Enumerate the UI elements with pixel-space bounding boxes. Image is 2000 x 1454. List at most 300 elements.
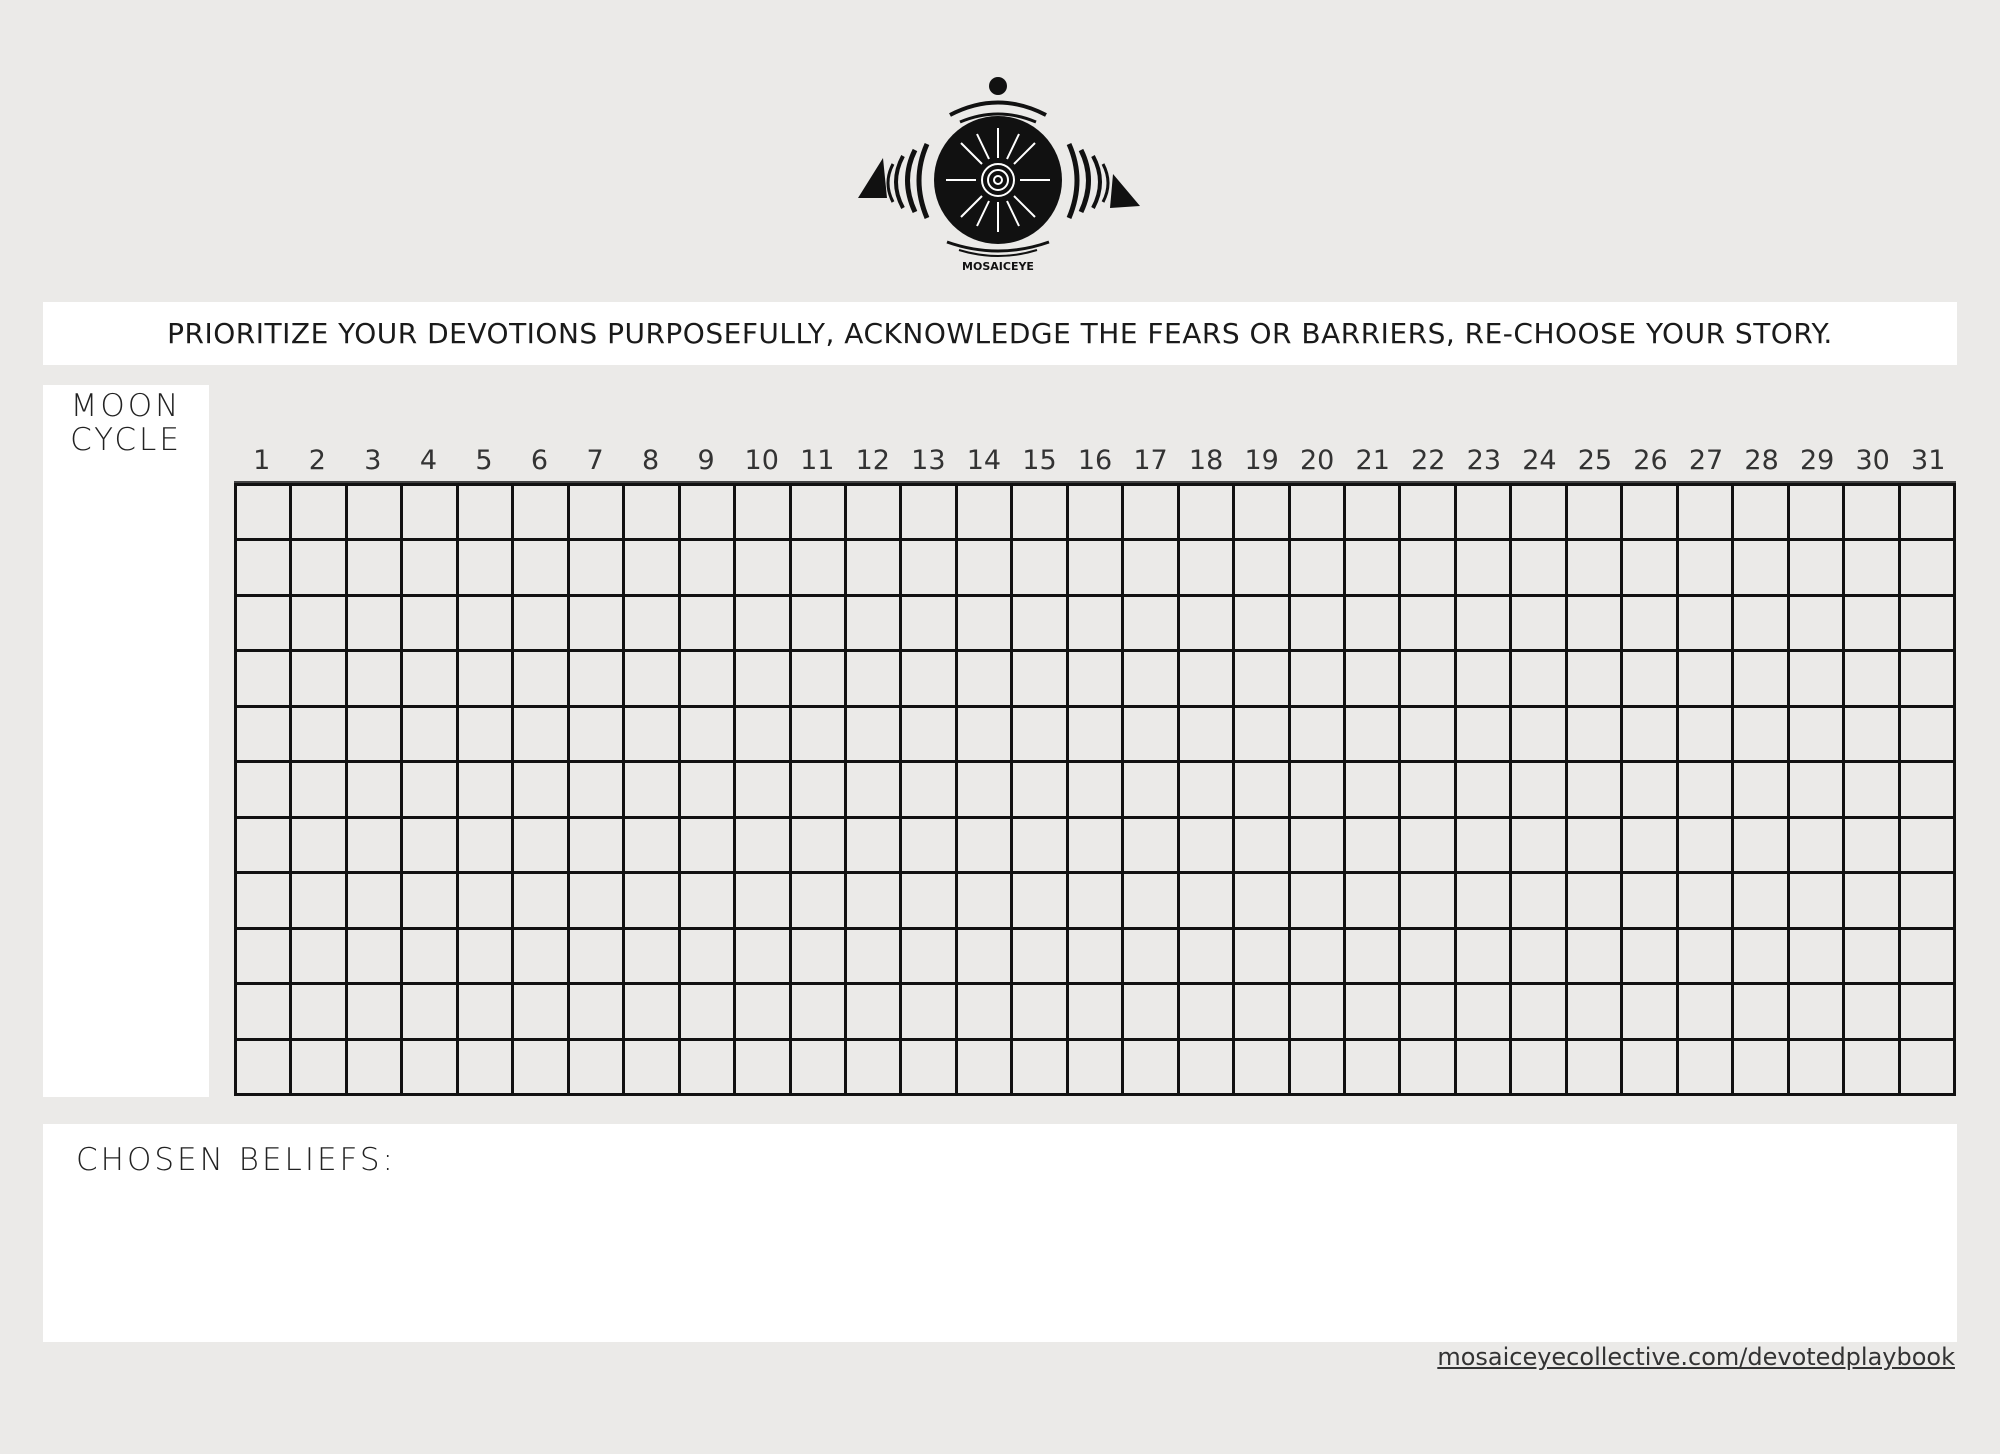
tracker-cell[interactable] xyxy=(792,486,847,541)
tracker-cell[interactable] xyxy=(1069,1041,1124,1096)
tracker-cell[interactable] xyxy=(237,1041,292,1096)
tracker-cell[interactable] xyxy=(403,541,458,596)
tracker-cell[interactable] xyxy=(1069,763,1124,818)
tracker-cell[interactable] xyxy=(902,708,957,763)
tracker-cell[interactable] xyxy=(847,874,902,929)
tracker-cell[interactable] xyxy=(1069,985,1124,1040)
tracker-cell[interactable] xyxy=(1901,541,1956,596)
tracker-cell[interactable] xyxy=(902,486,957,541)
tracker-cell[interactable] xyxy=(1457,763,1512,818)
tracker-cell[interactable] xyxy=(1901,930,1956,985)
tracker-cell[interactable] xyxy=(958,930,1013,985)
tracker-cell[interactable] xyxy=(902,652,957,707)
tracker-cell[interactable] xyxy=(1180,763,1235,818)
tracker-cell[interactable] xyxy=(1512,819,1567,874)
tracker-cell[interactable] xyxy=(292,930,347,985)
tracker-cell[interactable] xyxy=(1291,985,1346,1040)
tracker-cell[interactable] xyxy=(1346,930,1401,985)
tracker-cell[interactable] xyxy=(459,1041,514,1096)
tracker-cell[interactable] xyxy=(1734,541,1789,596)
tracker-cell[interactable] xyxy=(792,819,847,874)
tracker-cell[interactable] xyxy=(292,763,347,818)
tracker-cell[interactable] xyxy=(514,819,569,874)
tracker-cell[interactable] xyxy=(403,930,458,985)
tracker-cell[interactable] xyxy=(1013,763,1068,818)
tracker-cell[interactable] xyxy=(1235,874,1290,929)
tracker-cell[interactable] xyxy=(1623,1041,1678,1096)
tracker-cell[interactable] xyxy=(459,652,514,707)
tracker-cell[interactable] xyxy=(459,597,514,652)
tracker-cell[interactable] xyxy=(681,1041,736,1096)
tracker-cell[interactable] xyxy=(1679,763,1734,818)
tracker-cell[interactable] xyxy=(1013,819,1068,874)
tracker-cell[interactable] xyxy=(237,763,292,818)
tracker-cell[interactable] xyxy=(681,930,736,985)
tracker-cell[interactable] xyxy=(736,486,791,541)
tracker-cell[interactable] xyxy=(681,486,736,541)
tracker-cell[interactable] xyxy=(958,819,1013,874)
tracker-cell[interactable] xyxy=(1013,874,1068,929)
tracker-cell[interactable] xyxy=(1679,985,1734,1040)
tracker-cell[interactable] xyxy=(1346,985,1401,1040)
tracker-cell[interactable] xyxy=(459,763,514,818)
tracker-cell[interactable] xyxy=(1679,819,1734,874)
tracker-cell[interactable] xyxy=(847,597,902,652)
tracker-cell[interactable] xyxy=(1734,708,1789,763)
tracker-cell[interactable] xyxy=(736,652,791,707)
tracker-cell[interactable] xyxy=(1457,819,1512,874)
tracker-cell[interactable] xyxy=(1069,930,1124,985)
tracker-cell[interactable] xyxy=(348,874,403,929)
tracker-cell[interactable] xyxy=(1457,1041,1512,1096)
tracker-cell[interactable] xyxy=(792,708,847,763)
tracker-cell[interactable] xyxy=(348,708,403,763)
tracker-cell[interactable] xyxy=(403,1041,458,1096)
tracker-cell[interactable] xyxy=(958,708,1013,763)
tracker-cell[interactable] xyxy=(1401,763,1456,818)
tracker-cell[interactable] xyxy=(1291,874,1346,929)
tracker-cell[interactable] xyxy=(1124,708,1179,763)
tracker-cell[interactable] xyxy=(1568,652,1623,707)
tracker-cell[interactable] xyxy=(1568,763,1623,818)
tracker-cell[interactable] xyxy=(1457,985,1512,1040)
tracker-cell[interactable] xyxy=(1235,708,1290,763)
tracker-cell[interactable] xyxy=(403,763,458,818)
tracker-cell[interactable] xyxy=(1013,652,1068,707)
tracker-cell[interactable] xyxy=(1512,930,1567,985)
tracker-cell[interactable] xyxy=(1623,652,1678,707)
tracker-cell[interactable] xyxy=(625,819,680,874)
tracker-cell[interactable] xyxy=(1790,819,1845,874)
tracker-cell[interactable] xyxy=(958,652,1013,707)
tracker-cell[interactable] xyxy=(1180,985,1235,1040)
tracker-cell[interactable] xyxy=(1679,1041,1734,1096)
tracker-cell[interactable] xyxy=(570,985,625,1040)
tracker-cell[interactable] xyxy=(1679,874,1734,929)
tracker-cell[interactable] xyxy=(1124,486,1179,541)
tracker-cell[interactable] xyxy=(1790,541,1845,596)
tracker-cell[interactable] xyxy=(1845,930,1900,985)
tracker-cell[interactable] xyxy=(1568,1041,1623,1096)
tracker-cell[interactable] xyxy=(625,985,680,1040)
tracker-cell[interactable] xyxy=(570,541,625,596)
tracker-cell[interactable] xyxy=(514,652,569,707)
tracker-cell[interactable] xyxy=(1013,708,1068,763)
tracker-cell[interactable] xyxy=(1291,652,1346,707)
tracker-cell[interactable] xyxy=(1235,1041,1290,1096)
tracker-cell[interactable] xyxy=(1512,541,1567,596)
tracker-cell[interactable] xyxy=(1291,597,1346,652)
tracker-cell[interactable] xyxy=(681,708,736,763)
tracker-cell[interactable] xyxy=(847,763,902,818)
tracker-cell[interactable] xyxy=(1180,652,1235,707)
tracker-cell[interactable] xyxy=(1679,708,1734,763)
tracker-cell[interactable] xyxy=(736,985,791,1040)
tracker-cell[interactable] xyxy=(1679,541,1734,596)
tracker-cell[interactable] xyxy=(1291,708,1346,763)
tracker-cell[interactable] xyxy=(1623,486,1678,541)
tracker-cell[interactable] xyxy=(237,486,292,541)
tracker-cell[interactable] xyxy=(1457,708,1512,763)
tracker-cell[interactable] xyxy=(1013,541,1068,596)
tracker-cell[interactable] xyxy=(681,874,736,929)
tracker-cell[interactable] xyxy=(403,652,458,707)
tracker-cell[interactable] xyxy=(514,597,569,652)
tracker-cell[interactable] xyxy=(1401,1041,1456,1096)
tracker-cell[interactable] xyxy=(1235,597,1290,652)
tracker-cell[interactable] xyxy=(1512,1041,1567,1096)
tracker-cell[interactable] xyxy=(736,1041,791,1096)
tracker-cell[interactable] xyxy=(1623,819,1678,874)
tracker-cell[interactable] xyxy=(625,708,680,763)
tracker-cell[interactable] xyxy=(1457,541,1512,596)
tracker-cell[interactable] xyxy=(1457,874,1512,929)
tracker-cell[interactable] xyxy=(958,541,1013,596)
tracker-cell[interactable] xyxy=(1568,597,1623,652)
tracker-cell[interactable] xyxy=(570,1041,625,1096)
tracker-cell[interactable] xyxy=(1679,597,1734,652)
tracker-cell[interactable] xyxy=(1901,597,1956,652)
tracker-cell[interactable] xyxy=(1623,874,1678,929)
tracker-cell[interactable] xyxy=(1679,486,1734,541)
tracker-cell[interactable] xyxy=(1235,985,1290,1040)
tracker-cell[interactable] xyxy=(403,819,458,874)
tracker-cell[interactable] xyxy=(736,763,791,818)
tracker-cell[interactable] xyxy=(1346,708,1401,763)
tracker-cell[interactable] xyxy=(1180,874,1235,929)
tracker-cell[interactable] xyxy=(1346,819,1401,874)
tracker-cell[interactable] xyxy=(1346,486,1401,541)
tracker-cell[interactable] xyxy=(1568,541,1623,596)
tracker-cell[interactable] xyxy=(902,874,957,929)
tracker-cell[interactable] xyxy=(681,652,736,707)
tracker-cell[interactable] xyxy=(1180,930,1235,985)
tracker-cell[interactable] xyxy=(348,763,403,818)
tracker-cell[interactable] xyxy=(1623,541,1678,596)
tracker-cell[interactable] xyxy=(1790,930,1845,985)
tracker-cell[interactable] xyxy=(1124,985,1179,1040)
tracker-cell[interactable] xyxy=(292,597,347,652)
tracker-cell[interactable] xyxy=(1235,541,1290,596)
tracker-cell[interactable] xyxy=(847,541,902,596)
tracker-cell[interactable] xyxy=(514,541,569,596)
tracker-cell[interactable] xyxy=(1901,819,1956,874)
tracker-cell[interactable] xyxy=(792,985,847,1040)
tracker-cell[interactable] xyxy=(1623,708,1678,763)
tracker-cell[interactable] xyxy=(514,763,569,818)
tracker-cell[interactable] xyxy=(1401,652,1456,707)
tracker-cell[interactable] xyxy=(348,819,403,874)
tracker-cell[interactable] xyxy=(1346,763,1401,818)
tracker-cell[interactable] xyxy=(237,708,292,763)
tracker-cell[interactable] xyxy=(681,985,736,1040)
tracker-cell[interactable] xyxy=(348,652,403,707)
tracker-cell[interactable] xyxy=(459,930,514,985)
tracker-cell[interactable] xyxy=(1845,597,1900,652)
tracker-cell[interactable] xyxy=(1124,819,1179,874)
tracker-cell[interactable] xyxy=(736,541,791,596)
tracker-cell[interactable] xyxy=(1734,930,1789,985)
tracker-cell[interactable] xyxy=(792,652,847,707)
tracker-cell[interactable] xyxy=(1180,708,1235,763)
tracker-cell[interactable] xyxy=(1291,763,1346,818)
tracker-cell[interactable] xyxy=(1069,652,1124,707)
tracker-cell[interactable] xyxy=(1457,597,1512,652)
tracker-cell[interactable] xyxy=(459,708,514,763)
tracker-cell[interactable] xyxy=(459,874,514,929)
tracker-cell[interactable] xyxy=(1512,486,1567,541)
tracker-cell[interactable] xyxy=(1734,874,1789,929)
tracker-cell[interactable] xyxy=(1401,486,1456,541)
tracker-cell[interactable] xyxy=(1512,985,1567,1040)
tracker-cell[interactable] xyxy=(570,486,625,541)
tracker-cell[interactable] xyxy=(1734,985,1789,1040)
tracker-cell[interactable] xyxy=(1512,763,1567,818)
tracker-cell[interactable] xyxy=(1401,541,1456,596)
tracker-cell[interactable] xyxy=(847,652,902,707)
tracker-cell[interactable] xyxy=(792,874,847,929)
tracker-cell[interactable] xyxy=(1401,597,1456,652)
tracker-cell[interactable] xyxy=(1790,652,1845,707)
tracker-cell[interactable] xyxy=(902,763,957,818)
tracker-cell[interactable] xyxy=(1790,597,1845,652)
tracker-cell[interactable] xyxy=(958,985,1013,1040)
tracker-cell[interactable] xyxy=(459,819,514,874)
tracker-cell[interactable] xyxy=(348,985,403,1040)
tracker-cell[interactable] xyxy=(1401,985,1456,1040)
tracker-cell[interactable] xyxy=(403,708,458,763)
tracker-cell[interactable] xyxy=(1901,1041,1956,1096)
tracker-cell[interactable] xyxy=(348,486,403,541)
tracker-cell[interactable] xyxy=(403,874,458,929)
tracker-cell[interactable] xyxy=(403,486,458,541)
tracker-cell[interactable] xyxy=(514,486,569,541)
tracker-cell[interactable] xyxy=(292,486,347,541)
tracker-cell[interactable] xyxy=(403,597,458,652)
tracker-cell[interactable] xyxy=(570,763,625,818)
tracker-cell[interactable] xyxy=(958,874,1013,929)
tracker-cell[interactable] xyxy=(1069,708,1124,763)
tracker-cell[interactable] xyxy=(1623,930,1678,985)
tracker-cell[interactable] xyxy=(1734,486,1789,541)
tracker-cell[interactable] xyxy=(625,930,680,985)
tracker-cell[interactable] xyxy=(1568,930,1623,985)
tracker-cell[interactable] xyxy=(1291,930,1346,985)
tracker-cell[interactable] xyxy=(1346,874,1401,929)
tracker-cell[interactable] xyxy=(1069,819,1124,874)
tracker-cell[interactable] xyxy=(1069,541,1124,596)
tracker-cell[interactable] xyxy=(902,597,957,652)
tracker-cell[interactable] xyxy=(1568,985,1623,1040)
tracker-cell[interactable] xyxy=(1845,763,1900,818)
tracker-cell[interactable] xyxy=(459,985,514,1040)
tracker-cell[interactable] xyxy=(1235,819,1290,874)
tracker-cell[interactable] xyxy=(570,874,625,929)
tracker-cell[interactable] xyxy=(1291,541,1346,596)
tracker-cell[interactable] xyxy=(237,874,292,929)
tracker-cell[interactable] xyxy=(1291,1041,1346,1096)
tracker-cell[interactable] xyxy=(792,930,847,985)
tracker-cell[interactable] xyxy=(237,541,292,596)
tracker-cell[interactable] xyxy=(1568,486,1623,541)
tracker-cell[interactable] xyxy=(958,597,1013,652)
tracker-cell[interactable] xyxy=(570,597,625,652)
tracker-cell[interactable] xyxy=(1901,985,1956,1040)
tracker-cell[interactable] xyxy=(1124,874,1179,929)
tracker-cell[interactable] xyxy=(1069,874,1124,929)
tracker-cell[interactable] xyxy=(1180,1041,1235,1096)
tracker-cell[interactable] xyxy=(736,874,791,929)
tracker-cell[interactable] xyxy=(348,541,403,596)
tracker-cell[interactable] xyxy=(792,1041,847,1096)
tracker-cell[interactable] xyxy=(736,597,791,652)
tracker-cell[interactable] xyxy=(1512,652,1567,707)
tracker-cell[interactable] xyxy=(570,652,625,707)
tracker-cell[interactable] xyxy=(1790,1041,1845,1096)
tracker-cell[interactable] xyxy=(514,930,569,985)
tracker-cell[interactable] xyxy=(1401,819,1456,874)
tracker-cell[interactable] xyxy=(1679,652,1734,707)
tracker-cell[interactable] xyxy=(1124,763,1179,818)
tracker-cell[interactable] xyxy=(902,541,957,596)
tracker-cell[interactable] xyxy=(1790,985,1845,1040)
footer-url-link[interactable]: mosaiceyecollective.com/devotedplaybook xyxy=(1437,1343,1955,1371)
tracker-cell[interactable] xyxy=(1512,874,1567,929)
tracker-cell[interactable] xyxy=(1291,819,1346,874)
tracker-cell[interactable] xyxy=(1568,708,1623,763)
tracker-cell[interactable] xyxy=(1901,652,1956,707)
tracker-cell[interactable] xyxy=(1457,652,1512,707)
tracker-cell[interactable] xyxy=(1235,763,1290,818)
tracker-cell[interactable] xyxy=(1346,652,1401,707)
tracker-cell[interactable] xyxy=(1124,541,1179,596)
tracker-cell[interactable] xyxy=(459,486,514,541)
tracker-cell[interactable] xyxy=(1180,486,1235,541)
tracker-cell[interactable] xyxy=(348,930,403,985)
tracker-cell[interactable] xyxy=(847,486,902,541)
tracker-cell[interactable] xyxy=(1790,486,1845,541)
tracker-cell[interactable] xyxy=(902,819,957,874)
tracker-cell[interactable] xyxy=(958,763,1013,818)
tracker-cell[interactable] xyxy=(625,874,680,929)
tracker-cell[interactable] xyxy=(1346,1041,1401,1096)
tracker-cell[interactable] xyxy=(625,486,680,541)
tracker-cell[interactable] xyxy=(1845,486,1900,541)
tracker-cell[interactable] xyxy=(1734,597,1789,652)
tracker-cell[interactable] xyxy=(1623,597,1678,652)
tracker-cell[interactable] xyxy=(292,708,347,763)
tracker-cell[interactable] xyxy=(1013,597,1068,652)
tracker-cell[interactable] xyxy=(237,985,292,1040)
tracker-cell[interactable] xyxy=(459,541,514,596)
tracker-cell[interactable] xyxy=(1568,874,1623,929)
tracker-cell[interactable] xyxy=(792,763,847,818)
tracker-cell[interactable] xyxy=(1457,486,1512,541)
tracker-cell[interactable] xyxy=(1401,874,1456,929)
tracker-cell[interactable] xyxy=(1734,763,1789,818)
tracker-cell[interactable] xyxy=(514,874,569,929)
tracker-cell[interactable] xyxy=(1401,708,1456,763)
tracker-cell[interactable] xyxy=(1235,652,1290,707)
tracker-cell[interactable] xyxy=(1235,930,1290,985)
tracker-cell[interactable] xyxy=(1901,486,1956,541)
tracker-cell[interactable] xyxy=(847,708,902,763)
tracker-cell[interactable] xyxy=(736,708,791,763)
tracker-cell[interactable] xyxy=(1679,930,1734,985)
tracker-cell[interactable] xyxy=(292,874,347,929)
tracker-cell[interactable] xyxy=(681,597,736,652)
tracker-cell[interactable] xyxy=(847,819,902,874)
tracker-cell[interactable] xyxy=(1845,985,1900,1040)
tracker-cell[interactable] xyxy=(1734,652,1789,707)
tracker-cell[interactable] xyxy=(847,985,902,1040)
tracker-cell[interactable] xyxy=(1401,930,1456,985)
tracker-cell[interactable] xyxy=(1734,819,1789,874)
tracker-cell[interactable] xyxy=(1069,597,1124,652)
tracker-cell[interactable] xyxy=(1901,708,1956,763)
tracker-cell[interactable] xyxy=(958,1041,1013,1096)
tracker-cell[interactable] xyxy=(902,1041,957,1096)
tracker-cell[interactable] xyxy=(1013,1041,1068,1096)
tracker-cell[interactable] xyxy=(1790,763,1845,818)
tracker-cell[interactable] xyxy=(237,652,292,707)
tracker-cell[interactable] xyxy=(514,985,569,1040)
tracker-cell[interactable] xyxy=(570,819,625,874)
tracker-cell[interactable] xyxy=(1512,597,1567,652)
tracker-cell[interactable] xyxy=(514,708,569,763)
tracker-cell[interactable] xyxy=(1790,874,1845,929)
tracker-cell[interactable] xyxy=(1845,874,1900,929)
tracker-cell[interactable] xyxy=(237,930,292,985)
tracker-cell[interactable] xyxy=(625,763,680,818)
tracker-cell[interactable] xyxy=(292,1041,347,1096)
tracker-cell[interactable] xyxy=(1124,1041,1179,1096)
tracker-cell[interactable] xyxy=(1845,1041,1900,1096)
tracker-cell[interactable] xyxy=(902,930,957,985)
tracker-cell[interactable] xyxy=(514,1041,569,1096)
tracker-cell[interactable] xyxy=(1901,763,1956,818)
tracker-cell[interactable] xyxy=(1623,763,1678,818)
tracker-cell[interactable] xyxy=(348,597,403,652)
tracker-cell[interactable] xyxy=(1013,985,1068,1040)
tracker-cell[interactable] xyxy=(1124,652,1179,707)
tracker-cell[interactable] xyxy=(1457,930,1512,985)
tracker-cell[interactable] xyxy=(625,652,680,707)
tracker-cell[interactable] xyxy=(1124,597,1179,652)
tracker-cell[interactable] xyxy=(1013,486,1068,541)
tracker-cell[interactable] xyxy=(1845,819,1900,874)
tracker-cell[interactable] xyxy=(1568,819,1623,874)
